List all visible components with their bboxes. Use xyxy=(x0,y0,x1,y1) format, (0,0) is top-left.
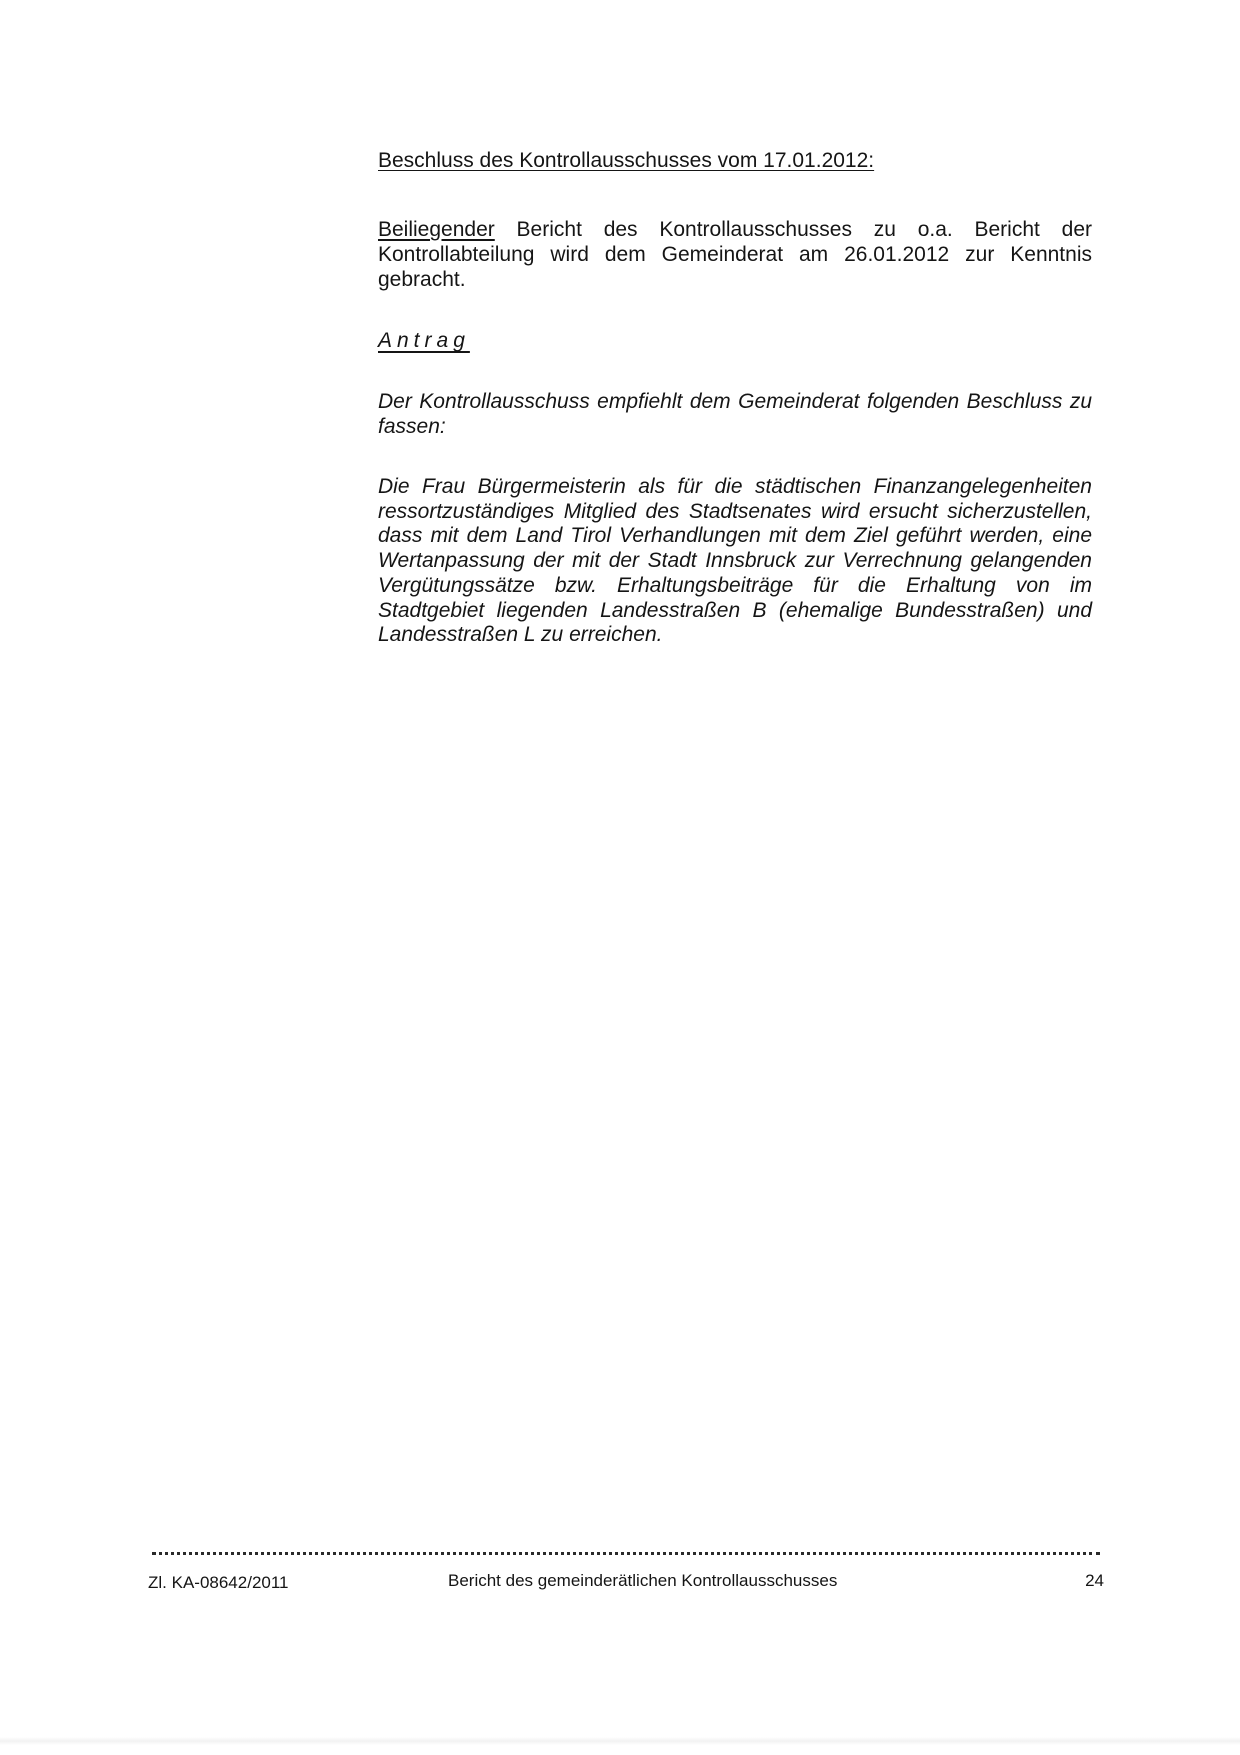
page-body xyxy=(378,148,1092,648)
resolution-paragraph: Die Frau Bürgermeisterin als für die städtischen Finanzangelegenheiten ressortzuständiges Mitglied des Stadtsenates wird ersucht sicherzustellen, dass mit dem Land Tirol Verhandlungen mit dem Ziel geführt werden, eine Wertanpassung der mit der Stadt Innsbruck zur Verrechnung gelangenden Vergütungssätze bzw. Erhaltungsbeiträge für die Erhaltung von im Stadtgebiet liegenden Landesstraßen B (ehemalige Bundesstraßen) und Landesstraßen L zu erreichen. xyxy=(378,475,1092,647)
recommendation-paragraph: Der Kontrollausschuss empfiehlt dem Gemeinderat folgenden Beschluss zu fassen: xyxy=(378,390,1092,438)
intro-paragraph xyxy=(378,217,1092,292)
footer-dotted-rule xyxy=(152,1552,1100,1555)
footer-title: Bericht des gemeinderätlichen Kontrollausschusses xyxy=(448,1571,838,1590)
page-footer xyxy=(148,1570,1104,1596)
intro-text: Bericht des Kontrollausschusses zu o.a. Bericht der Kontrollabteilung wird dem Gemeinderat am 26.01.2012 zur Kenntnis gebracht. xyxy=(378,218,1092,291)
footer-reference: Zl. KA-08642/2011 xyxy=(148,1573,289,1592)
scan-edge-shadow xyxy=(0,1737,1240,1745)
resolution-heading: Beschluss des Kontrollausschusses vom 17.01.2012: xyxy=(378,149,875,172)
intro-underlined-word: Beiliegender xyxy=(378,218,495,241)
page-number: 24 xyxy=(1085,1571,1104,1590)
antrag-title: Antrag xyxy=(378,329,470,352)
